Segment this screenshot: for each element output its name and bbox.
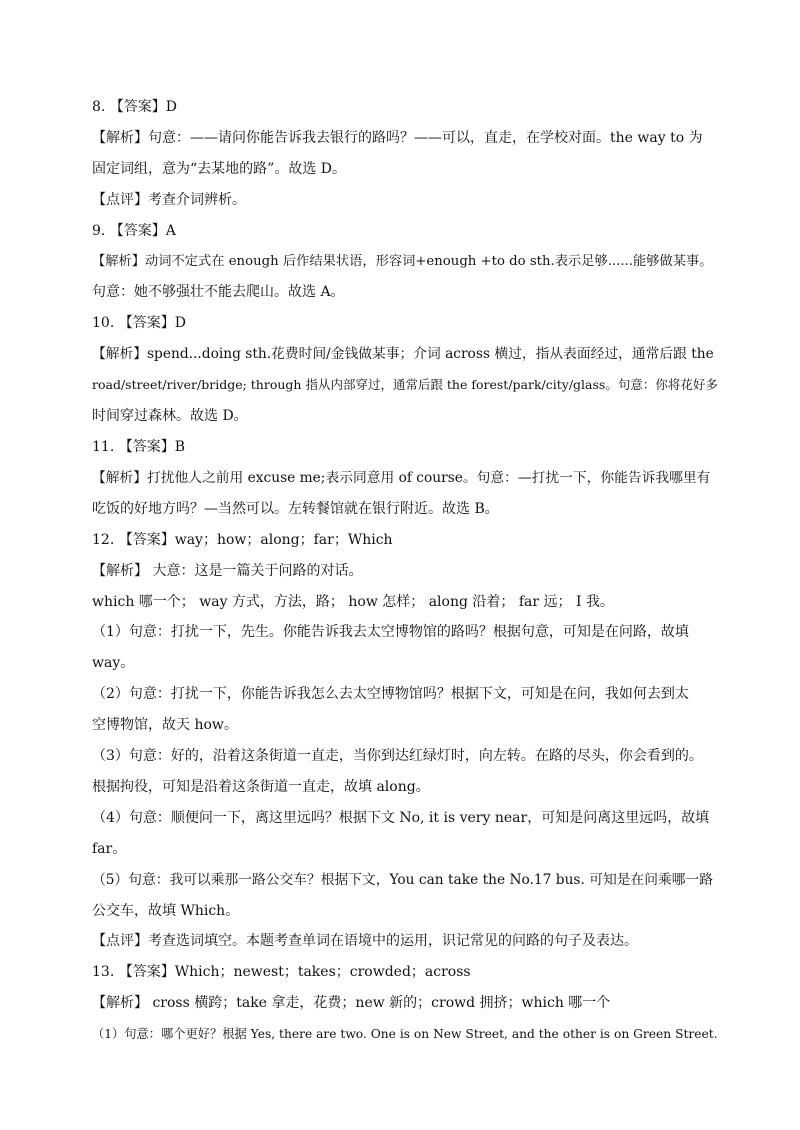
q10-analysis-line-3: 时间穿过森林。故选 D。	[92, 408, 248, 425]
q12-analysis-summary: 【解析】 大意：这是一篇关于问路的对话。	[92, 562, 363, 579]
q13-analysis-word-list: 【解析】 cross 横跨；take 拿走，花费；new 新的；crowd 拥挤；which 哪一个	[92, 995, 611, 1012]
q11-analysis-line-1: 【解析】打扰他人之前用 excuse me;表示同意用 of course。句意：—打扰一下，你能告诉我哪里有	[92, 469, 711, 486]
q12-word-list: which 哪一个； way 方式，方法，路； how 怎样； along 沿着； far 远； I 我。	[92, 593, 614, 610]
q10-answer: 10. 【答案】D	[92, 315, 186, 332]
q13-item1-line-1: （1）句意：哪个更好？根据 Yes, there are two. One is on New Street, and the other is on Green Street.	[92, 1027, 718, 1042]
q12-item2-line-1: （2）句意：打扰一下，你能告诉我怎么去太空博物馆吗？根据下文，可知是在问，我如何去到太	[92, 686, 689, 703]
q12-item3-line-2: 根据拘役，可知是沿着这条街道一直走，故填 along。	[92, 778, 430, 795]
q12-item4-line-1: （4）句意：顺便问一下，离这里远吗？根据下文 No, it is very near，可知是问离这里远吗，故填	[92, 809, 710, 826]
q12-item5-line-2: 公交车，故填 Which。	[92, 902, 240, 919]
q12-item1-line-2: way。	[92, 655, 135, 672]
q12-item3-line-1: （3）句意：好的，沿着这条街道一直走，当你到达红绿灯时，向左转。在路的尽头，你会看到的。	[92, 748, 703, 765]
q9-analysis-line-2: 句意：她不够强壮不能去爬山。故选 A。	[92, 284, 345, 301]
q10-analysis-line-2: road/street/river/bridge; through 指从内部穿过，通常后跟 the forest/park/city/glass。句意：你将花好多	[92, 377, 718, 393]
q8-comment: 【点评】考查介词辨析。	[92, 191, 246, 208]
q12-comment: 【点评】考查选词填空。本题考查单词在语境中的运用，识记常见的问路的句子及表达。	[92, 933, 638, 950]
q12-item4-line-2: far。	[92, 840, 127, 857]
q8-answer: 8. 【答案】D	[92, 99, 178, 115]
q13-answer: 13. 【答案】Which；newest；takes；crowded；across	[92, 964, 471, 981]
q8-analysis-line-1: 【解析】句意：——请问你能告诉我去银行的路吗？——可以，直走，在学校对面。the way to 为	[92, 129, 703, 146]
q11-analysis-line-2: 吃饭的好地方吗？—当然可以。左转餐馆就在银行附近。故选 B。	[92, 500, 499, 517]
q8-analysis-line-2: 固定词组，意为“去某地的路”。故选 D。	[92, 160, 346, 177]
q11-answer: 11. 【答案】B	[92, 438, 186, 455]
q12-item5-line-1: （5）句意：我可以乘那一路公交车？根据下文，You can take the No.17 bus. 可知是在问乘哪一路	[92, 871, 713, 888]
q9-answer: 9. 【答案】A	[92, 222, 176, 239]
q12-answer: 12. 【答案】way；how；along；far；Which	[92, 531, 393, 548]
document-page	[92, 92, 718, 1050]
q12-item2-line-2: 空博物馆，故天 how。	[92, 717, 238, 734]
q10-analysis-line-1: 【解析】spend...doing sth.花费时间/金钱做某事；介词 across 横过，指从表面经过，通常后跟 the	[92, 346, 714, 363]
q9-analysis-line-1: 【解析】动词不定式在 enough 后作结果状语，形容词+enough +to do sth.表示足够......能够做某事。	[92, 253, 713, 269]
q12-item1-line-1: （1）句意：打扰一下，先生。你能告诉我去太空博物馆的路吗？根据句意，可知是在问路，故填	[92, 624, 689, 641]
